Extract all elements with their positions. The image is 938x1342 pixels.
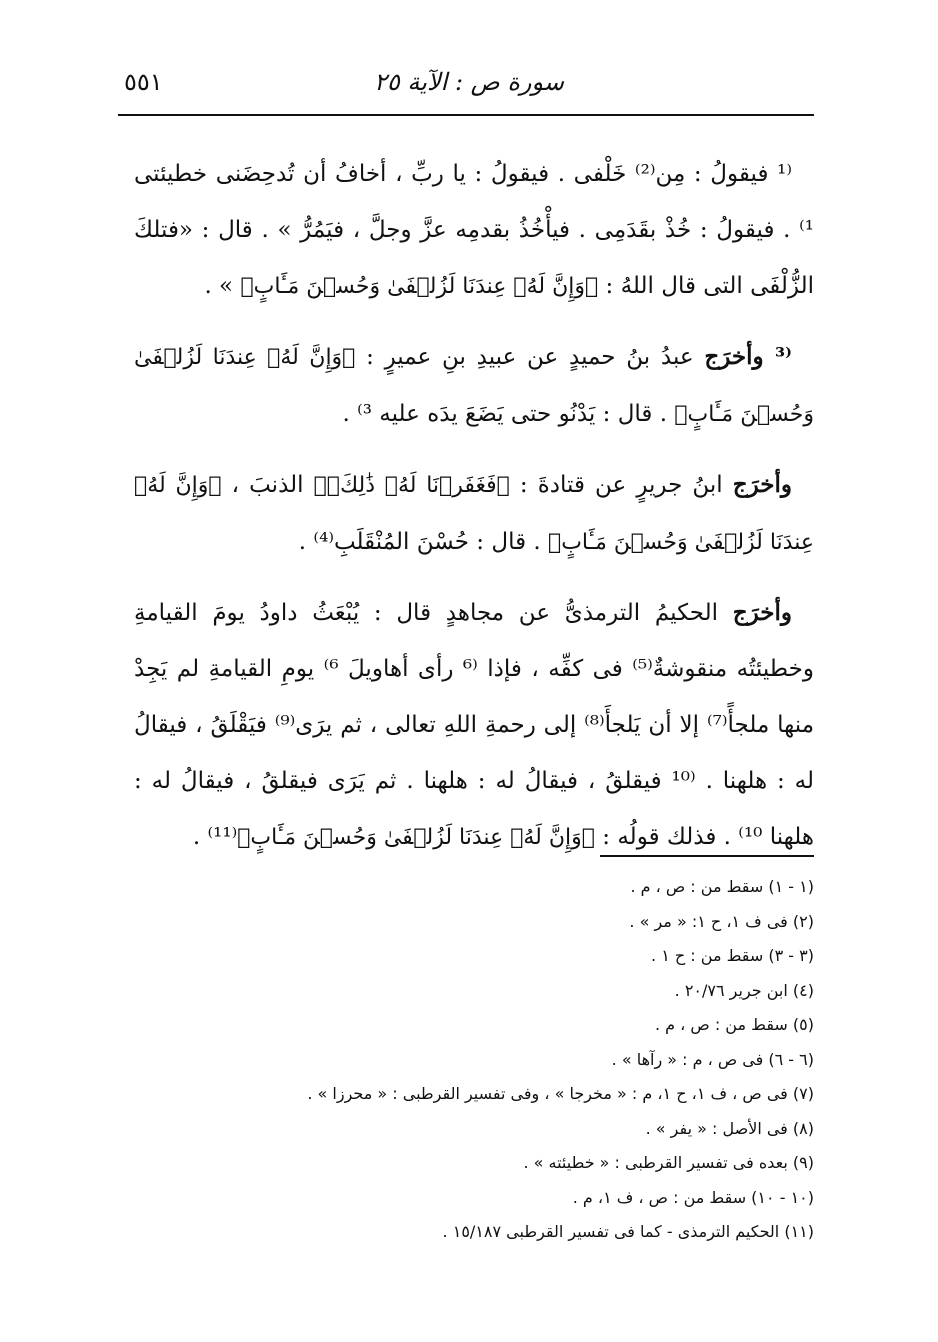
text-segment: . قال : حُسْنَ المُنْقَلَبِ⁽⁴⁾ . — [298, 529, 549, 555]
footnote: (٦ - ٦) فى ص ، م : « رآها » . — [611, 1049, 814, 1069]
quran-verse: ﴿وَإِنَّ لَهُۥ عِندَنَا لَزُلۡفَىٰ وَحُسۡنَ مَـَٔابٍ﴾ — [237, 825, 595, 850]
paragraph — [134, 585, 814, 866]
lead-word: وأخرَج — [732, 599, 792, 626]
paragraph — [134, 457, 814, 571]
text-segment: ⁽¹ فيقولُ : مِن⁽²⁾ خَلْفى . فيقولُ : يا ربِّ ، أخافُ أن تُدحِضَنى خطيئتى ¹⁾ . فيقولُ : خُذْ بقَدَمِى . فيأْخُذُ بقدمِه عزَّ وجلَّ ، فيَمُرُّ » . قال : «فتلكَ الزُّلْفَى التى قال اللهُ : — [134, 161, 814, 299]
header-rule — [118, 114, 814, 116]
text-segment: الحكيمُ الترمذىُّ عن مجاهدٍ قال : يُبْعَثُ داودُ يومَ القيامةِ وخطيئتُه منقوشةٌ⁽⁵⁾ فى كفِّه ، فإذا ⁽⁶ رأى أهاويلَ ⁶⁾ يومِ القيامةِ لم يَجِدْ منها ملجأً⁽⁷⁾ إلا أن يَلجأَ⁽⁸⁾ إلى رحمةِ اللهِ تعالى ، ثم يرَى⁽⁹⁾ فيَقْلَقُ ، فيقالُ له : هلهنا . ⁽¹⁰ فيقلقُ ، فيقالُ له : هلهنا . ثم يَرَى فيقلقُ ، فيقالُ له : هلهنا ¹⁰⁾ . فذلك قولُه : — [134, 600, 815, 850]
footnote: (١١) الحكيم الترمذى - كما فى تفسير القرطبى ١٥/١٨٧ . — [442, 1222, 814, 1241]
quran-verse: ﴿وَإِنَّ لَهُۥ عِندَنَا لَزُلۡفَىٰ وَحُسۡنَ مَـَٔابٍ﴾ — [134, 345, 814, 427]
lead-word: وأخرَج — [732, 471, 792, 498]
footnote: (٧) فى ص ، ف ١، ح ١، م : « مخرجا » ، وفى تفسير القرطبى : « محرزا » . — [307, 1084, 814, 1103]
footnote-separator — [600, 855, 814, 857]
footnote: (٩) بعده فى تفسير القرطبى : « خطيئته » . — [523, 1153, 814, 1172]
main-text — [134, 146, 814, 880]
footnote: (٢) فى ف ١، ح ١: « مر » . — [629, 911, 814, 931]
footnote: (٨) فى الأصل : « يفر » . — [645, 1118, 814, 1138]
footnote: (١٠ - ١٠) سقط من : ص ، ف ١، م . — [572, 1187, 814, 1207]
paragraph — [134, 329, 814, 443]
quran-verse: ﴿وَإِنَّ لَهُۥ عِندَنَا لَزُلۡفَىٰ وَحُسۡنَ مَـَٔابٍ﴾ — [240, 274, 599, 299]
footnote: (١ - ١) سقط من : ص ، م . — [630, 877, 814, 896]
quran-verse: ﴿وَإِنَّ لَهُۥ عِندَنَا لَزُلۡفَىٰ وَحُسۡنَ مَـَٔابٍ﴾ — [134, 473, 814, 555]
page-number: ٥٥١ — [124, 68, 163, 96]
footnote: (٤) ابن جرير ٢٠/٧٦ . — [674, 980, 814, 1000]
footnote: (٣ - ٣) سقط من : ح ١ . — [651, 946, 814, 965]
text-segment: ⁽¹¹⁾ . — [192, 824, 238, 850]
quran-verse: ﴿فَغَفَرۡنَا لَهُۥ ذَٰلِكَۖ﴾ — [313, 473, 510, 498]
running-title: سورة ص : الآية ٢٥ — [374, 68, 564, 96]
text-segment: . قال : يَدْنُو حتى يَضَعَ يدَه عليه ³⁾ . — [342, 401, 675, 427]
footnote: (٥) سقط من : ص ، م . — [654, 1015, 814, 1034]
text-segment: » . — [204, 273, 241, 299]
paragraph — [134, 146, 814, 315]
text-segment: الذنبَ ، — [221, 472, 314, 498]
lead-word: ⁽³ وأخرَج — [704, 343, 792, 370]
page-header — [118, 62, 814, 106]
footnotes-list — [200, 870, 814, 1250]
text-segment: عبدُ بنُ حميدٍ عن عبيدِ بنِ عميرٍ : — [355, 344, 705, 370]
text-segment: ابنُ جريرٍ عن قتادةَ : — [509, 472, 733, 498]
